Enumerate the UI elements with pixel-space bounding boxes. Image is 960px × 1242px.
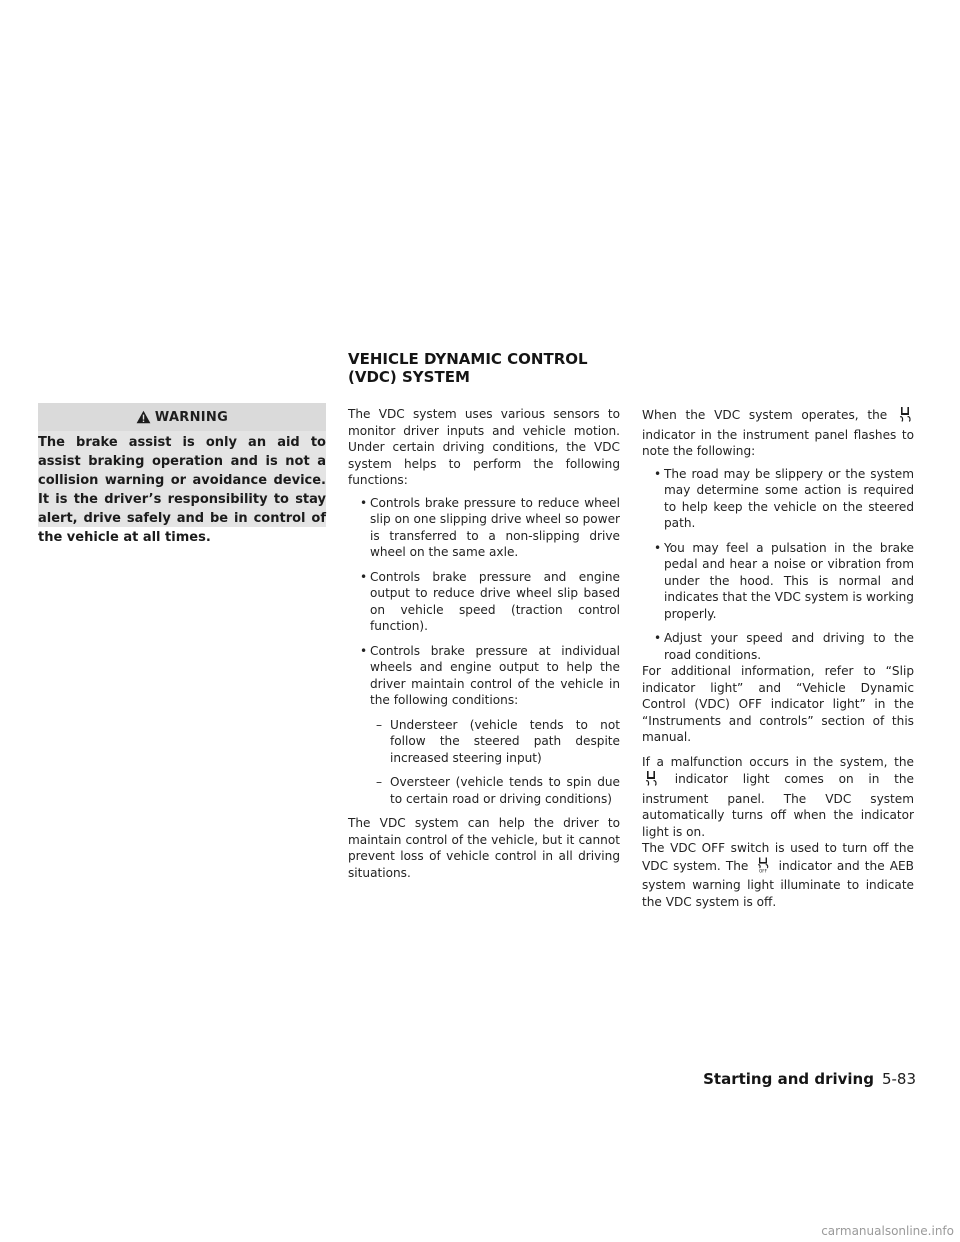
additional-info-paragraph: For additional information, refer to “Slip indicator light” and “Vehicle Dynamic Control (VDC) OFF indicator light” in the “Instruments and controls” section of this manual. xyxy=(642,664,914,744)
page-footer xyxy=(703,1070,916,1088)
slip-indicator-icon xyxy=(644,770,658,791)
list-item: • Controls brake pressure to reduce wheel slip on one slipping drive wheel so power is transferred to a non-slipping drive wheel on the same axle. xyxy=(360,495,620,559)
warning-text: The brake assist is only an aid to assist braking operation and is not a collision warning or avoidance device. It is the driver’s responsibility to stay alert, drive safely and be in control of the vehicle at all times. xyxy=(38,435,326,545)
vdc-operation-paragraph: When the VDC system operates, the indicator in the instrument panel flashes to note the following: xyxy=(642,408,914,458)
warning-triangle-icon xyxy=(136,410,151,424)
vdc-off-switch-paragraph: The VDC OFF switch is used to turn off the VDC system. The OFF indicator and the AEB system warning light illuminate to indicate the VDC system is off. xyxy=(642,841,914,909)
list-item: • Controls brake pressure and engine output to reduce drive wheel slip based on vehicle speed (traction control function). xyxy=(360,569,620,633)
vdc-intro-paragraph: The VDC system uses various sensors to monitor driver inputs and vehicle motion. Under certain driving conditions, the VDC system helps to perform the following functions: xyxy=(348,407,620,487)
list-item: • Controls brake pressure at individual wheels and engine output to help the driver maintain control of the vehicle in the following conditions: xyxy=(360,643,620,707)
column-vdc-functions xyxy=(348,406,620,881)
malfunction-paragraph: If a malfunction occurs in the system, the indicator light comes on in the instrument panel. The VDC system automatically turns off when the indicator light is on. xyxy=(642,754,914,839)
sub-list-item: – Oversteer (vehicle tends to spin due to certain road or driving conditions) xyxy=(376,775,620,806)
vdc-off-indicator-icon xyxy=(755,857,771,878)
warning-label: WARNING xyxy=(154,409,229,425)
watermark: carmanualsonline.info xyxy=(821,1224,954,1238)
sub-list-item: – Understeer (vehicle tends to not follow the steered path despite increased steering input) xyxy=(376,717,620,765)
section-title: VEHICLE DYNAMIC CONTROL (VDC) SYSTEM xyxy=(348,350,588,386)
vdc-closing-paragraph: The VDC system can help the driver to maintain control of the vehicle, but it cannot prevent loss of vehicle control in all driving situations. xyxy=(348,816,620,880)
list-item: • You may feel a pulsation in the brake pedal and hear a noise or vibration from under the hood. This is normal and indicates that the VDC system is working properly. xyxy=(654,540,914,621)
footer-section-name: Starting and driving xyxy=(703,1070,874,1088)
warning-header xyxy=(38,403,326,431)
list-item: • Adjust your speed and driving to the road conditions. xyxy=(654,631,914,662)
svg-text:OFF: OFF xyxy=(759,867,768,873)
slip-indicator-icon xyxy=(898,406,912,427)
list-item: • The road may be slippery or the system may determine some action is required to help keep the vehicle on the steered path. xyxy=(654,466,914,530)
column-vdc-operation xyxy=(642,406,914,910)
page-number: 5-83 xyxy=(881,1070,916,1088)
